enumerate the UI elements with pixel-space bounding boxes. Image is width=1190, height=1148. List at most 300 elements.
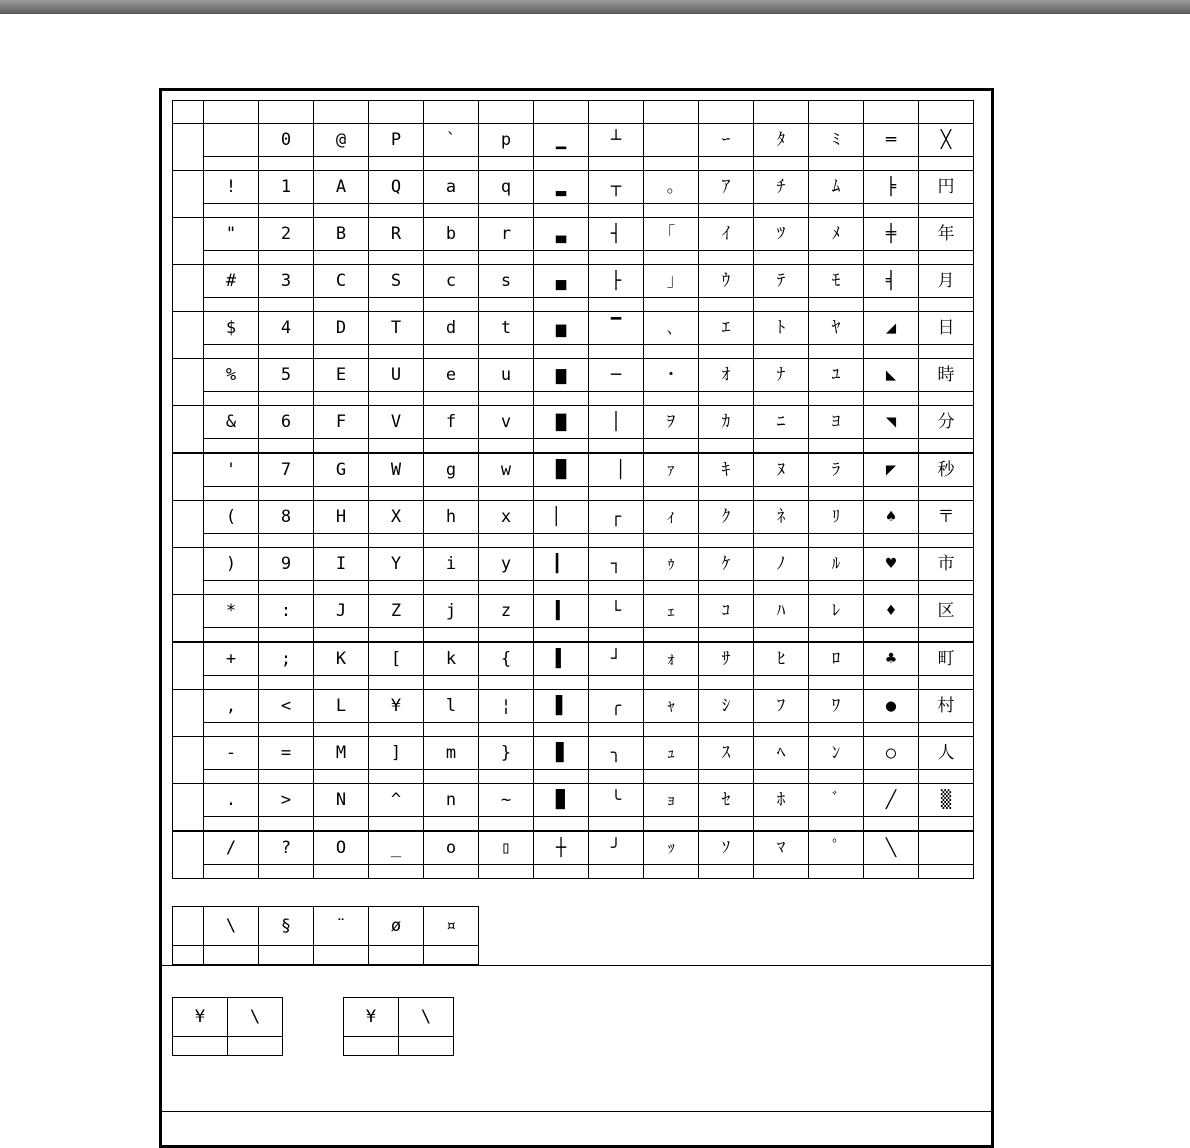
char-cell: ｳ (699, 265, 754, 298)
code-cell (589, 392, 644, 406)
char-cell: ﾓ (809, 265, 864, 298)
code-cell (919, 204, 974, 218)
code-cell (204, 723, 259, 737)
code-cell (534, 345, 589, 359)
char-cell: ● (864, 690, 919, 723)
char-cell: ├ (589, 265, 644, 298)
char-row (173, 642, 974, 676)
code-cell (534, 723, 589, 737)
alt-cell: ¨ (314, 907, 369, 946)
char-cell: ﾐ (809, 124, 864, 157)
char-cell: ﾃ (754, 265, 809, 298)
code-row (173, 392, 974, 406)
char-cell: s (479, 265, 534, 298)
code-cell (479, 439, 534, 454)
row-header (173, 124, 204, 157)
char-cell: ｨ (644, 501, 699, 534)
code-cell (699, 345, 754, 359)
char-cell: 月 (919, 265, 974, 298)
char-cell: _ (369, 831, 424, 865)
char-cell (204, 124, 259, 157)
column-header (754, 101, 809, 124)
code-cell (369, 581, 424, 595)
char-cell: ╪ (864, 218, 919, 251)
char-cell: u (479, 359, 534, 392)
code-cell (424, 534, 479, 548)
code-cell (424, 345, 479, 359)
code-cell (919, 581, 974, 595)
char-cell: j (424, 595, 479, 628)
alt-cell: ¤ (424, 907, 479, 946)
char-cell: ﾅ (754, 359, 809, 392)
code-cell (699, 676, 754, 690)
alternate-char-table (172, 906, 479, 965)
code-cell (919, 157, 974, 171)
corner-cell (173, 101, 204, 124)
row-header-code (173, 298, 204, 312)
code-cell (534, 817, 589, 832)
code-cell (369, 204, 424, 218)
code-cell (919, 392, 974, 406)
char-cell: ﾄ (754, 312, 809, 345)
char-cell: H (314, 501, 369, 534)
subst-cell: ¥ (173, 998, 228, 1037)
char-cell: i (424, 548, 479, 581)
char-row (173, 312, 974, 345)
code-cell (369, 628, 424, 643)
char-cell: 3 (259, 265, 314, 298)
code-cell (809, 865, 864, 879)
code-cell (589, 439, 644, 454)
char-row (173, 124, 974, 157)
char-cell: 分 (919, 406, 974, 439)
code-cell (259, 392, 314, 406)
char-cell: ○ (864, 737, 919, 770)
char-cell: ･ (644, 359, 699, 392)
code-cell (204, 251, 259, 265)
row-header-code (173, 345, 204, 359)
code-cell (204, 439, 259, 454)
char-cell: ◤ (864, 453, 919, 487)
code-cell (919, 251, 974, 265)
char-cell: ( (204, 501, 259, 534)
char-row (173, 831, 974, 865)
code-cell (644, 487, 699, 501)
row-header-code (173, 770, 204, 784)
char-cell: ﾀ (754, 124, 809, 157)
char-cell: ▃ (534, 218, 589, 251)
char-cell: ┘ (589, 642, 644, 676)
char-cell: ' (204, 453, 259, 487)
code-cell (369, 298, 424, 312)
code-cell (699, 487, 754, 501)
code-cell (369, 723, 424, 737)
char-cell: < (259, 690, 314, 723)
code-cell (699, 817, 754, 832)
char-cell: ﾍ (754, 737, 809, 770)
char-cell: ﾎ (754, 784, 809, 817)
code-cell (864, 865, 919, 879)
code-cell (644, 439, 699, 454)
alt-cell: § (259, 907, 314, 946)
char-cell: ◥ (864, 406, 919, 439)
code-row (173, 345, 974, 359)
char-cell: 人 (919, 737, 974, 770)
char-cell: ｺ (699, 595, 754, 628)
char-cell: ▔ (589, 312, 644, 345)
char-cell: m (424, 737, 479, 770)
code-cell (369, 865, 424, 879)
code-cell (204, 392, 259, 406)
code-cell (479, 770, 534, 784)
char-cell: ┴ (589, 124, 644, 157)
char-cell: C (314, 265, 369, 298)
char-cell: @ (314, 124, 369, 157)
code-cell (589, 723, 644, 737)
code-cell (479, 534, 534, 548)
code-row (173, 723, 974, 737)
code-cell (259, 676, 314, 690)
char-cell: █ (534, 453, 589, 487)
row-header-code (173, 581, 204, 595)
char-cell: g (424, 453, 479, 487)
char-row (173, 690, 974, 723)
alt-cell: ø (369, 907, 424, 946)
code-cell (424, 723, 479, 737)
char-cell: K (314, 642, 369, 676)
code-cell (534, 534, 589, 548)
row-header (173, 171, 204, 204)
code-cell (919, 487, 974, 501)
code-cell (424, 817, 479, 832)
alt-row-head (173, 907, 204, 946)
char-cell: [ (369, 642, 424, 676)
char-cell: b (424, 218, 479, 251)
code-cell (809, 157, 864, 171)
code-cell (479, 723, 534, 737)
code-cell (699, 534, 754, 548)
code-cell (809, 534, 864, 548)
code-cell (699, 157, 754, 171)
char-row (173, 595, 974, 628)
code-cell (204, 770, 259, 784)
char-cell: ▉ (534, 784, 589, 817)
column-header (534, 101, 589, 124)
code-cell (644, 298, 699, 312)
char-cell: ﾌ (754, 690, 809, 723)
code-cell (699, 865, 754, 879)
char-row (173, 406, 974, 439)
code-cell (424, 157, 479, 171)
code-cell (864, 345, 919, 359)
code-cell (479, 817, 534, 832)
char-cell: 8 (259, 501, 314, 534)
code-cell (589, 676, 644, 690)
char-cell: ▄ (534, 265, 589, 298)
code-cell (589, 817, 644, 832)
character-code-table (172, 100, 976, 886)
code-cell (754, 298, 809, 312)
code-cell (864, 157, 919, 171)
char-cell: ｭ (644, 737, 699, 770)
char-cell: 日 (919, 312, 974, 345)
code-cell (479, 487, 534, 501)
code-row (173, 770, 974, 784)
char-cell: z (479, 595, 534, 628)
code-cell (424, 204, 479, 218)
code-cell (589, 157, 644, 171)
column-header (369, 101, 424, 124)
char-cell: * (204, 595, 259, 628)
code-cell (754, 723, 809, 737)
row-header-code (173, 817, 204, 832)
code-row (173, 487, 974, 501)
char-cell: 7 (259, 453, 314, 487)
row-header (173, 784, 204, 817)
code-cell (699, 392, 754, 406)
char-cell: 年 (919, 218, 974, 251)
column-header (699, 101, 754, 124)
char-cell: + (204, 642, 259, 676)
code-cell (259, 817, 314, 832)
char-cell: ▎ (534, 548, 589, 581)
char-cell: ｧ (644, 453, 699, 487)
code-cell (314, 534, 369, 548)
code-cell (754, 770, 809, 784)
code-cell (479, 676, 534, 690)
char-cell: ▕ (589, 453, 644, 487)
char-cell: E (314, 359, 369, 392)
code-cell (919, 439, 974, 454)
row-header (173, 642, 204, 676)
row-header-code (173, 251, 204, 265)
code-cell (589, 865, 644, 879)
code-cell (589, 345, 644, 359)
char-cell: ﾑ (809, 171, 864, 204)
code-cell (259, 251, 314, 265)
code-cell (314, 298, 369, 312)
code-cell (424, 676, 479, 690)
char-cell: A (314, 171, 369, 204)
code-cell (699, 628, 754, 643)
code-cell (919, 345, 974, 359)
char-cell: ｻ (699, 642, 754, 676)
char-cell: ; (259, 642, 314, 676)
char-cell: ◣ (864, 359, 919, 392)
code-cell (534, 298, 589, 312)
char-cell: ｪ (644, 595, 699, 628)
char-cell: ｵ (699, 359, 754, 392)
code-cell (864, 487, 919, 501)
char-cell: ﾙ (809, 548, 864, 581)
char-cell: ｸ (699, 501, 754, 534)
code-cell (809, 817, 864, 832)
code-cell (369, 439, 424, 454)
code-cell (259, 298, 314, 312)
code-cell (314, 157, 369, 171)
char-cell: ┤ (589, 218, 644, 251)
code-cell (259, 439, 314, 454)
row-header-code (173, 204, 204, 218)
code-cell (754, 439, 809, 454)
char-cell: ﾘ (809, 501, 864, 534)
code-cell (644, 770, 699, 784)
char-cell: ﾖ (809, 406, 864, 439)
code-cell (699, 204, 754, 218)
char-cell: U (369, 359, 424, 392)
char-cell: ﾚ (809, 595, 864, 628)
char-cell: ﾇ (754, 453, 809, 487)
code-row (173, 157, 974, 171)
code-cell (644, 157, 699, 171)
char-cell: 〒 (919, 501, 974, 534)
char-cell: ﾗ (809, 453, 864, 487)
char-cell: R (369, 218, 424, 251)
char-cell: N (314, 784, 369, 817)
char-cell: ╱ (864, 784, 919, 817)
top-bar (0, 0, 1190, 14)
code-cell (809, 345, 864, 359)
code-cell (479, 204, 534, 218)
code-cell (589, 298, 644, 312)
code-cell (919, 723, 974, 737)
char-cell: ╭ (589, 690, 644, 723)
char-cell: ｴ (699, 312, 754, 345)
char-cell: ▂ (534, 171, 589, 204)
code-cell (314, 204, 369, 218)
code-cell (589, 251, 644, 265)
code-cell (534, 204, 589, 218)
code-cell (314, 345, 369, 359)
code-cell (369, 676, 424, 690)
char-cell: F (314, 406, 369, 439)
column-header (204, 101, 259, 124)
char-cell: O (314, 831, 369, 865)
char-cell: ┐ (589, 548, 644, 581)
code-row (173, 676, 974, 690)
char-cell: ~ (479, 784, 534, 817)
row-header (173, 690, 204, 723)
code-cell (809, 723, 864, 737)
code-cell (204, 298, 259, 312)
code-cell (809, 251, 864, 265)
char-cell: ` (424, 124, 479, 157)
code-cell (699, 581, 754, 595)
char-cell: T (369, 312, 424, 345)
char-cell: 1 (259, 171, 314, 204)
char-cell: W (369, 453, 424, 487)
char-cell: ─ (589, 359, 644, 392)
char-row (173, 171, 974, 204)
char-cell: ┌ (589, 501, 644, 534)
code-cell (644, 628, 699, 643)
char-cell: ﾒ (809, 218, 864, 251)
code-cell (204, 628, 259, 643)
code-cell (864, 723, 919, 737)
code-cell (259, 534, 314, 548)
char-cell: ｶ (699, 406, 754, 439)
char-row (173, 218, 974, 251)
code-cell (644, 204, 699, 218)
code-cell (644, 581, 699, 595)
code-cell (424, 865, 479, 879)
char-cell: 秒 (919, 453, 974, 487)
char-cell: ╳ (919, 124, 974, 157)
code-cell (204, 345, 259, 359)
char-cell: h (424, 501, 479, 534)
code-cell (204, 487, 259, 501)
code-cell (589, 628, 644, 643)
code-cell (809, 770, 864, 784)
code-cell (534, 628, 589, 643)
column-header (424, 101, 479, 124)
code-cell (369, 817, 424, 832)
code-cell (864, 251, 919, 265)
char-cell: 区 (919, 595, 974, 628)
char-cell: p (479, 124, 534, 157)
row-header (173, 359, 204, 392)
char-cell: 9 (259, 548, 314, 581)
row-header (173, 218, 204, 251)
char-cell: └ (589, 595, 644, 628)
char-cell: G (314, 453, 369, 487)
code-cell (314, 628, 369, 643)
char-cell: l (424, 690, 479, 723)
char-cell: ﾛ (809, 642, 864, 676)
code-cell (754, 628, 809, 643)
char-cell: x (479, 501, 534, 534)
char-cell: B (314, 218, 369, 251)
char-cell: 時 (919, 359, 974, 392)
code-cell (534, 487, 589, 501)
code-cell (919, 817, 974, 832)
row-header (173, 312, 204, 345)
row-header-code (173, 676, 204, 690)
char-cell: ╰ (589, 784, 644, 817)
char-cell: ﾞ (809, 784, 864, 817)
code-cell (534, 770, 589, 784)
row-header-code (173, 723, 204, 737)
code-cell (919, 628, 974, 643)
code-cell (754, 865, 809, 879)
alt-cell: \ (204, 907, 259, 946)
char-cell: ▇ (534, 406, 589, 439)
code-cell (314, 676, 369, 690)
char-cell: ﾔ (809, 312, 864, 345)
char-cell: I (314, 548, 369, 581)
char-cell: ｯ (644, 831, 699, 865)
alt-table (172, 906, 479, 965)
row-header (173, 265, 204, 298)
code-cell (424, 439, 479, 454)
char-cell: $ (204, 312, 259, 345)
char-cell: ♥ (864, 548, 919, 581)
char-cell: Z (369, 595, 424, 628)
char-cell: ﾈ (754, 501, 809, 534)
char-cell: { (479, 642, 534, 676)
code-cell (534, 865, 589, 879)
char-cell: P (369, 124, 424, 157)
code-cell (699, 298, 754, 312)
char-cell: - (204, 737, 259, 770)
code-cell (314, 581, 369, 595)
char-cell: Q (369, 171, 424, 204)
row-header-code (173, 865, 204, 879)
column-header (589, 101, 644, 124)
code-cell (314, 251, 369, 265)
char-cell: ｱ (699, 171, 754, 204)
row-header (173, 595, 204, 628)
